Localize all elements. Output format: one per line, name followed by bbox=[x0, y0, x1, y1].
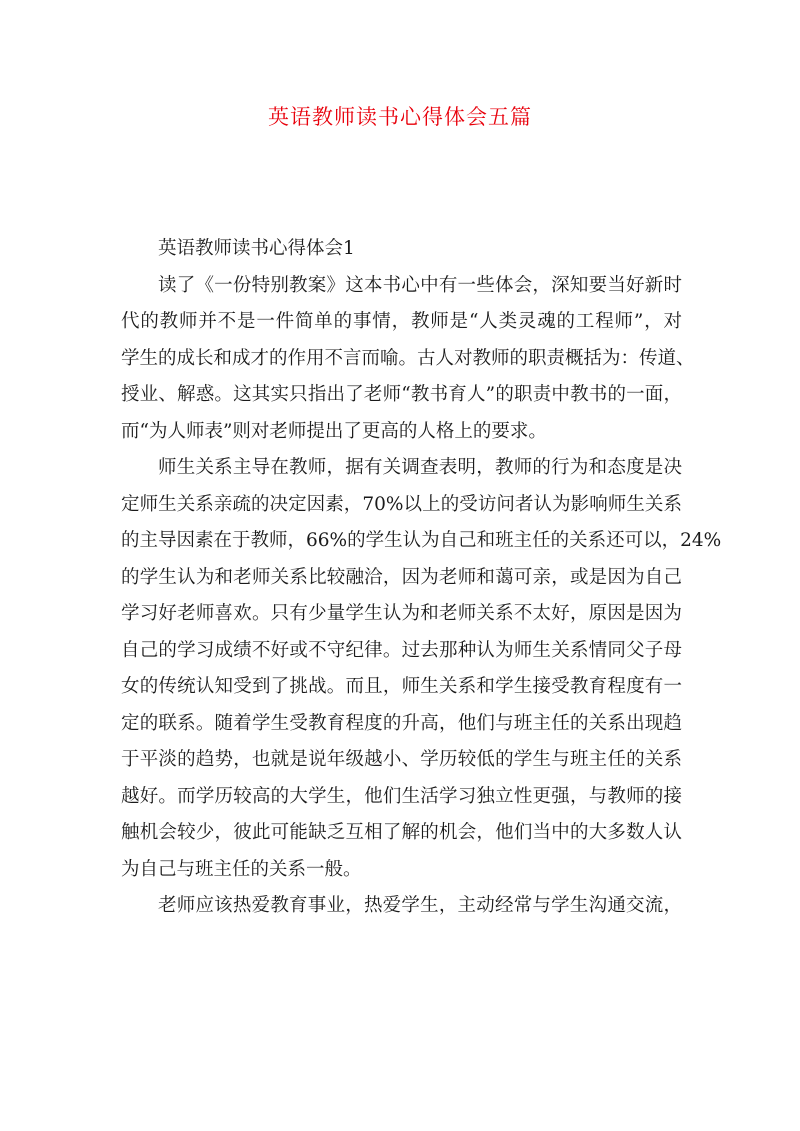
paragraph-line: 师生关系主导在教师，据有关调查表明，教师的行为和态度是决 bbox=[158, 457, 682, 478]
paragraph-line: 学习好老师喜欢。只有少量学生认为和老师关系不太好，原因是因为 bbox=[121, 603, 682, 624]
paragraph-line: 越好。而学历较高的大学生，他们生活学习独立性更强，与教师的接 bbox=[121, 785, 682, 807]
paragraph-line: 女的传统认知受到了挑战。而且，师生关系和学生接受教育程度有一 bbox=[121, 676, 682, 697]
section-heading: 英语教师读书心得体会1 bbox=[158, 238, 355, 259]
paragraph-line: 定的联系。随着学生受教育程度的升高，他们与班主任的关系出现趋 bbox=[121, 712, 682, 734]
paragraph-line: 自己的学习成绩不好或不守纪律。过去那种认为师生关系情同父子母 bbox=[121, 639, 682, 661]
paragraph-line: 老师应该热爱教育事业，热爱学生，主动经常与学生沟通交流， bbox=[158, 895, 682, 916]
paragraph-line: 而“为人师表”则对老师提出了更高的人格上的要求。 bbox=[121, 420, 547, 442]
paragraph-line: 代的教师并不是一件简单的事情，教师是“人类灵魂的工程师”，对 bbox=[121, 311, 682, 332]
paragraph-1 bbox=[121, 268, 695, 451]
paragraph-line: 为自己与班主任的关系一般。 bbox=[121, 858, 362, 880]
paragraph-line: 学生的成长和成才的作用不言而喻。古人对教师的职责概括为：传道、 bbox=[121, 347, 695, 369]
document-body bbox=[121, 231, 722, 925]
paragraph-line: 于平淡的趋势，也就是说年级越小、学历较低的学生与班主任的关系 bbox=[121, 749, 682, 770]
paragraph-3 bbox=[121, 888, 682, 925]
paragraph-line: 读了《一份特别教案》这本书心中有一些体会，深知要当好新时 bbox=[158, 274, 682, 296]
paragraph-line: 授业、解惑。这其实只指出了老师“教书育人”的职责中教书的一面， bbox=[121, 384, 682, 405]
paragraph-line: 的学生认为和老师关系比较融洽，因为老师和蔼可亲，或是因为自己 bbox=[121, 566, 682, 588]
paragraph-line: 触机会较少，彼此可能缺乏互相了解的机会，他们当中的大多数人认 bbox=[121, 822, 682, 843]
paragraph-line: 定师生关系亲疏的决定因素，70%以上的受访问者认为影响师生关系 bbox=[121, 493, 682, 515]
paragraph-2 bbox=[121, 450, 722, 888]
document-title: 英语教师读书心得体会五篇 bbox=[268, 105, 532, 129]
paragraph-line: 的主导因素在于教师，66%的学生认为自己和班主任的关系还可以，24% bbox=[121, 530, 722, 551]
